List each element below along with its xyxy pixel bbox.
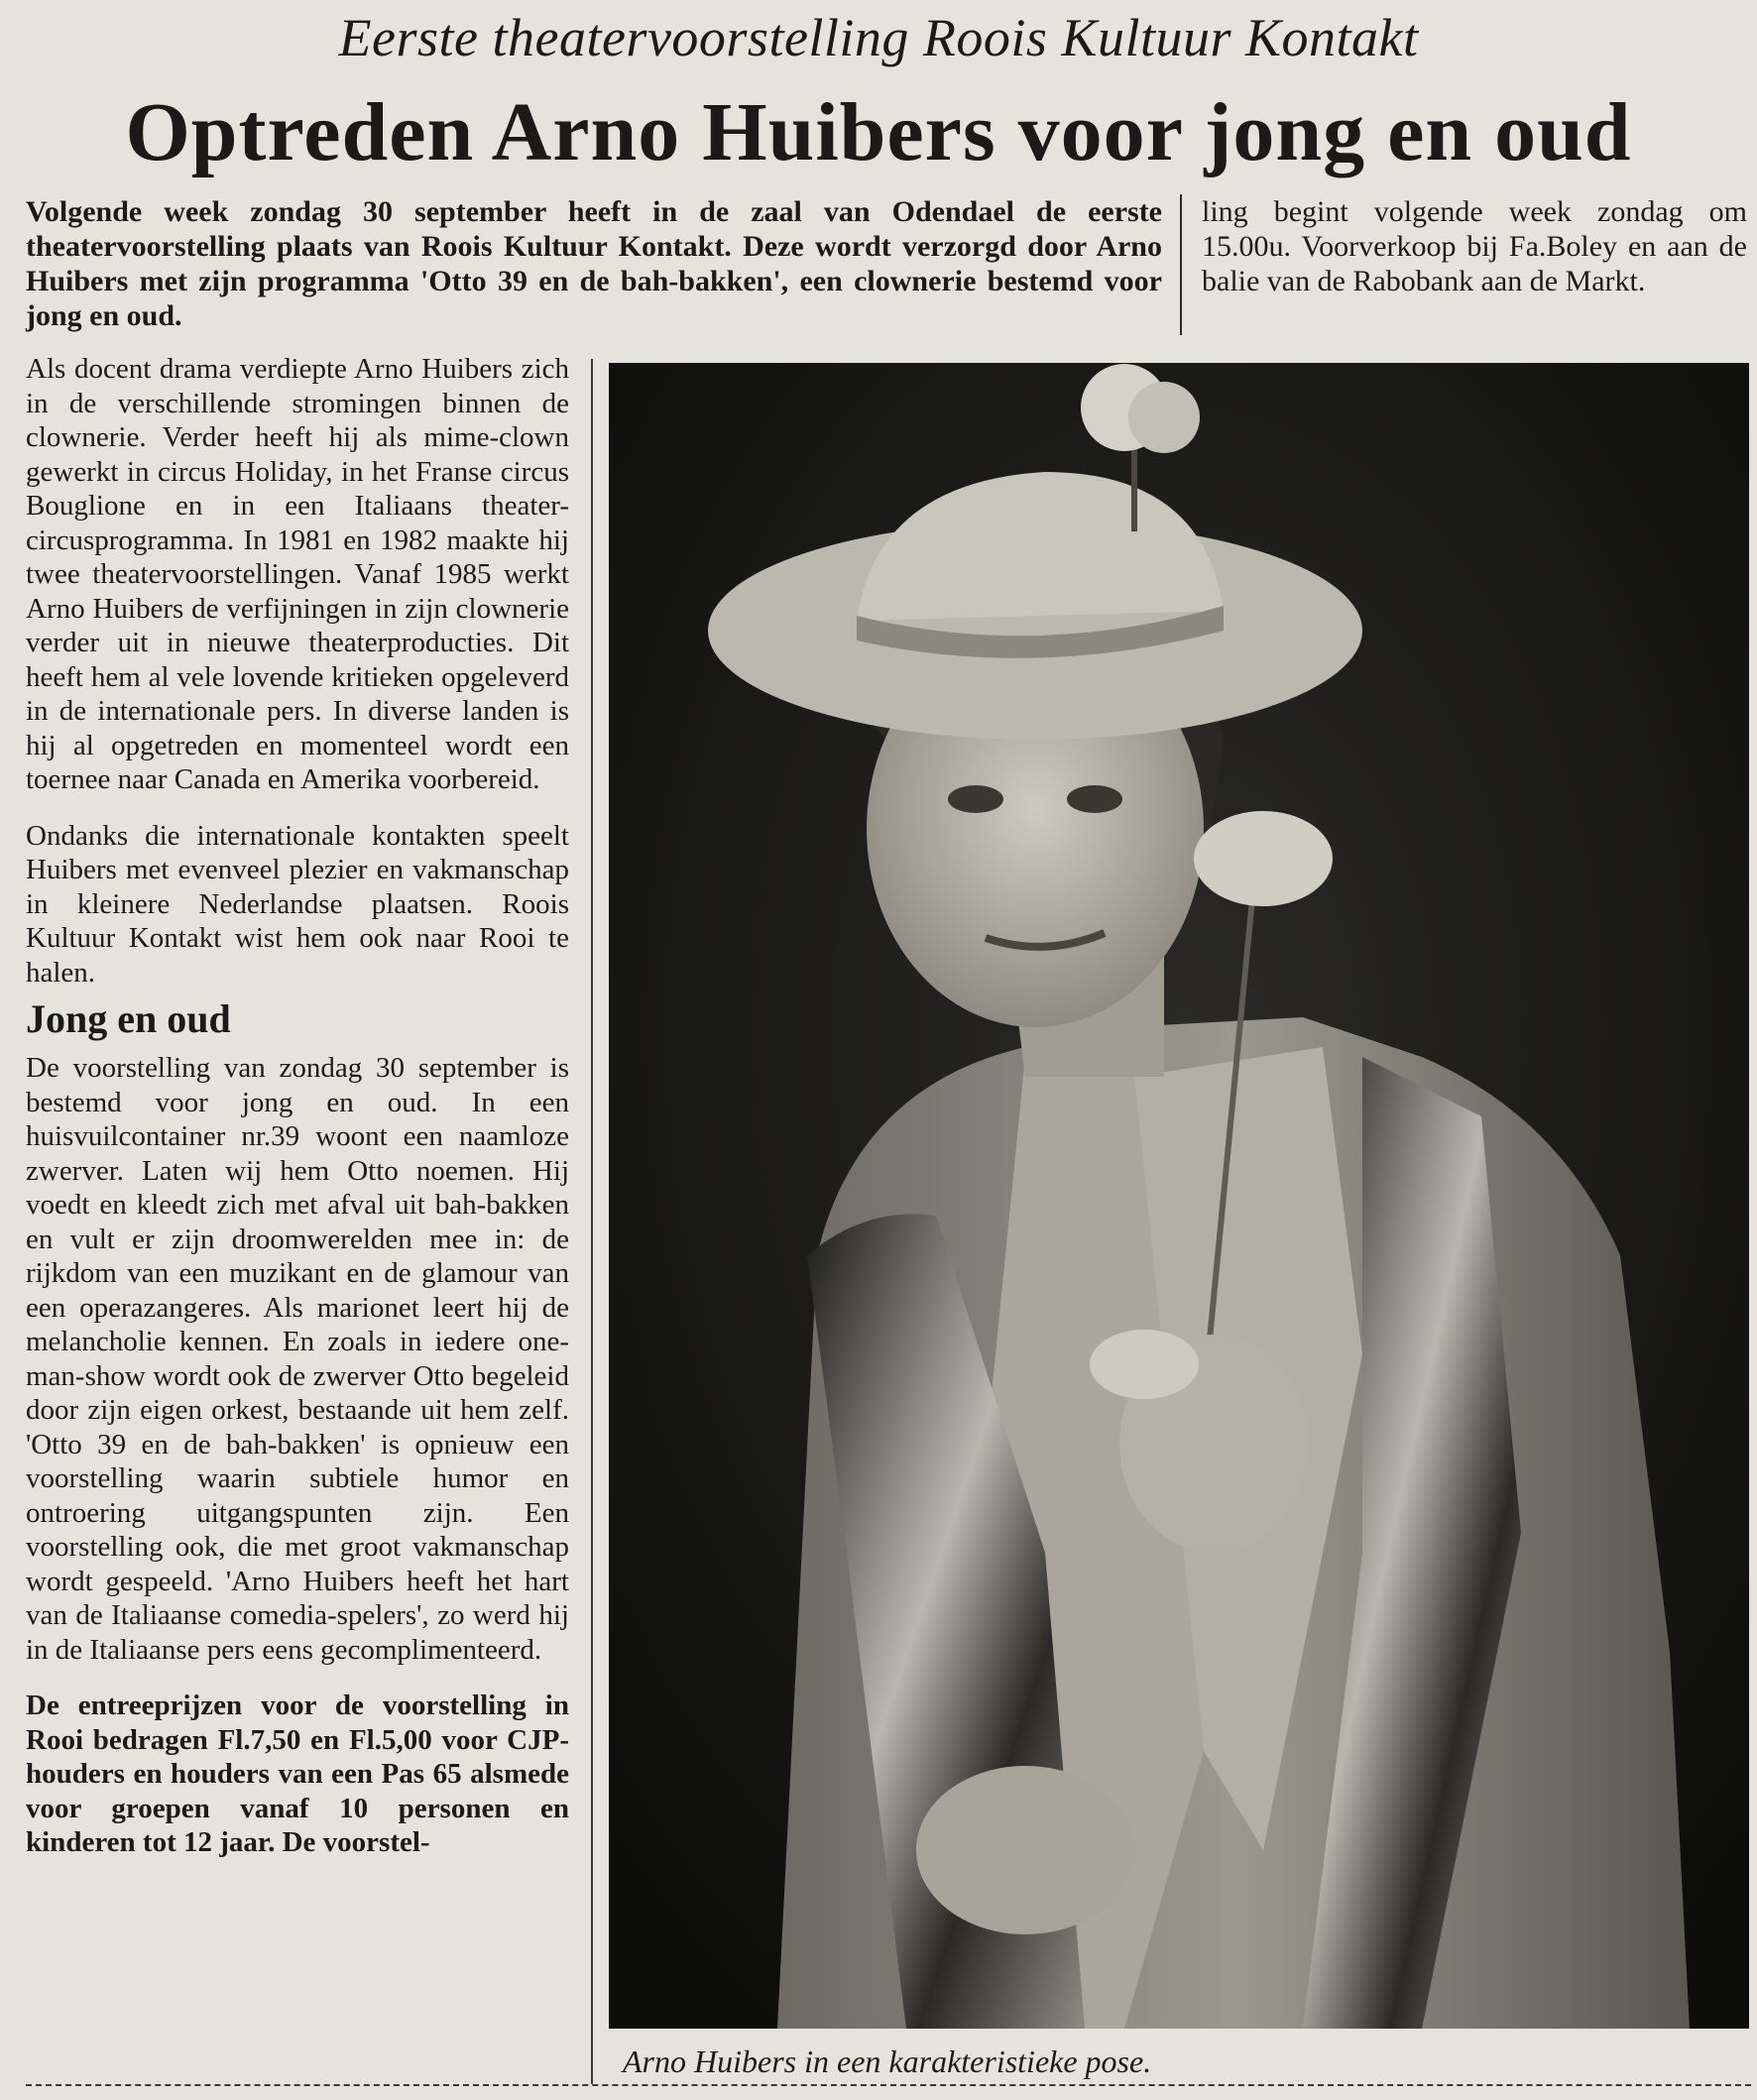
article-headline: Optreden Arno Huibers voor jong en oud xyxy=(125,86,1632,178)
article-subhead: Jong en oud xyxy=(26,996,231,1041)
eye-left xyxy=(948,785,1003,813)
body-paragraph-prices: De entreeprijzen voor de voorstelling in Rooi bedragen Fl.7,50 en Fl.5,00 voor CJP-houders en houders van een Pas 65 alsmede voor groepen vanaf 10 personen en kinderen tot 12 jaar. De voorstel- xyxy=(26,1690,569,1858)
article-continuation: ling begint volgende week zondag om 15.00u. Voorverkoop bij Fa.Boley en aan de balie van de Rabobank aan de Markt. xyxy=(1202,195,1747,297)
rose-flower xyxy=(1194,811,1333,906)
column-divider xyxy=(591,359,593,2084)
body-paragraph: De voorstelling van zondag 30 september is bestemd voor jong en oud. In een huisvuilcontainer nr.39 woont een naamloze zwerver. Laten wij hem Otto noemen. Hij voedt en kleedt zich met afval uit bah-bakken en vult er zijn droomwerelden mee in: de rijkdom van een muzikant en de glamour van een operazangeres. Als marionet leert hij de melancholie kennen. En zoals in iedere one-man-show wordt ook de zwerver Otto begeleid door zijn eigen orkest, bestaande uit hem zelf. 'Otto 39 en de bah-bakken' is opnieuw een voorstelling waarin subtiele humor en ontroering uitgangspunten zijn. Een voorstelling ook, die met groot vakmanschap wordt gespeeld. 'Arno Huibers heeft het hart van de Italiaanse comedia-spelers', zo werd hij in de Italiaanse pers eens gecomplimenteerd. xyxy=(26,1052,569,1666)
clipping-bottom-edge xyxy=(26,2084,1751,2086)
column-divider-top xyxy=(1180,194,1182,335)
article-photo xyxy=(609,363,1749,2029)
held-flower xyxy=(1090,1330,1199,1399)
body-paragraph: Ondanks die internationale kontakten speelt Huibers met evenveel plezier en vakmanschap in kleinere Nederlandse plaatsen. Roois Kultuur Kontakt wist hem ook naar Rooi te halen. xyxy=(26,819,569,989)
article-lead: Volgende week zondag 30 september heeft in de zaal van Odendael de eerste theatervoorstelling plaats van Roois Kultuur Kontakt. Deze wordt verzorgd door Arno Huibers met zijn programma 'Otto 39 en de bah-bakken', een clownerie bestemd voor jong en oud. xyxy=(26,195,1162,332)
article-kicker: Eerste theatervoorstelling Roois Kultuur Kontakt xyxy=(338,8,1419,67)
body-paragraph: Als docent drama verdiepte Arno Huibers zich in de verschillende stromingen binnen de clownerie. Verder heeft hij als mime-clown gewerkt in circus Holiday, in het Franse circus Bouglione en in een Italiaans theater-circusprogramma. In 1981 en 1982 maakte hij twee theatervoorstellingen. Vanaf 1985 werkt Arno Huibers de verfijningen in zijn clownerie verder uit in nieuwe theaterproducties. Dit heeft hem al vele lovende kritieken opgeleverd in de internationale pers. In diverse landen is hij al opgetreden en momenteel wordt een toernee naar Canada en Amerika voorbereid. xyxy=(26,353,569,795)
article-body-column xyxy=(26,352,569,1860)
lower-hand-shape xyxy=(916,1766,1134,1934)
photo-caption: Arno Huibers in een karakteristieke pose. xyxy=(623,2043,1152,2079)
photo-illustration xyxy=(609,363,1749,2029)
eye-right xyxy=(1067,785,1122,813)
hat-flower-petal xyxy=(1128,382,1200,453)
